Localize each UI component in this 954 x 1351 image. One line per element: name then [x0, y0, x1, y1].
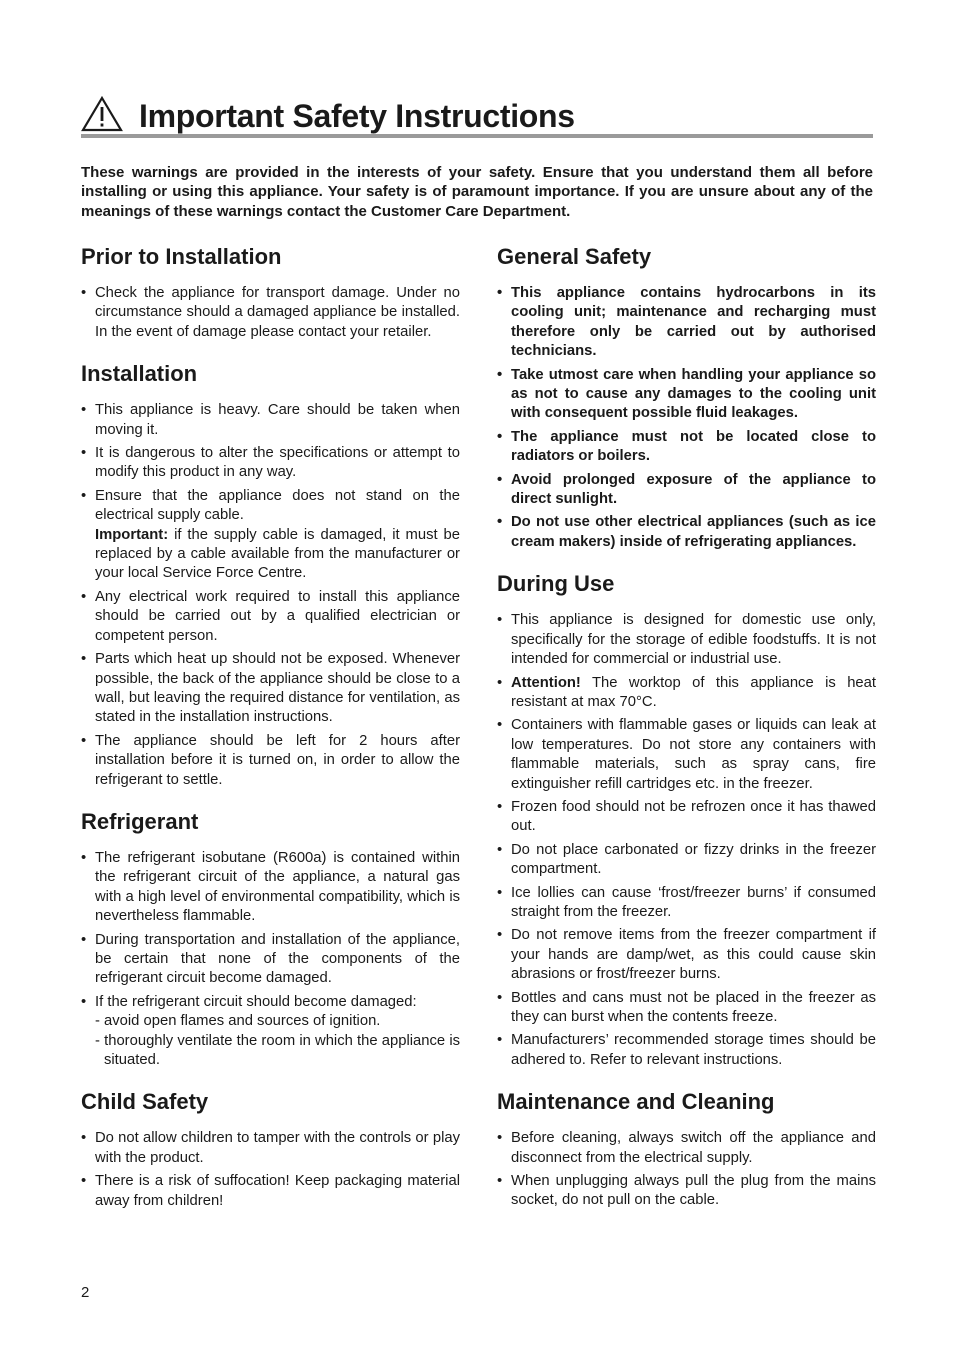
list-item: • This appliance is designed for domestic use only, specifically for the storage of edible foodstuffs. It is not intended for commercial or industrial use.	[497, 611, 876, 669]
list-item-text: Ensure that the appliance does not stand on the electrical supply cable.	[95, 487, 460, 524]
section-refrigerant	[81, 805, 460, 1070]
list-item	[81, 993, 460, 1071]
list-item: • Do not remove items from the freezer compartment if your hands are damp/wet, as this could cause skin abrasions or frost/freezer burns.	[497, 926, 876, 984]
title-rule	[81, 134, 873, 138]
list-item: • There is a risk of suffocation! Keep packaging material away from children!	[81, 1172, 460, 1211]
heading-prior-to-installation: Prior to Installation	[81, 244, 282, 269]
left-column	[81, 240, 460, 1226]
heading-installation: Installation	[81, 361, 198, 387]
list-item: • Containers with flammable gases or liquids can leak at low temperatures. Do not store any containers with flammable materials, such as spray cans, fire extinguisher refill cartridges etc. in the freezer.	[497, 716, 876, 794]
heading-refrigerant: Refrigerant	[81, 808, 199, 834]
list-item: • Avoid prolonged exposure of the appliance to direct sunlight.	[497, 471, 876, 510]
list-item: • Frozen food should not be refrozen once it has thawed out.	[497, 798, 876, 837]
list-item: • This appliance is heavy. Care should be taken when moving it.	[81, 401, 460, 440]
list-item: • The appliance must not be located close to radiators or boilers.	[497, 428, 876, 467]
list-item: • When unplugging always pull the plug from the mains socket, do not pull on the cable.	[497, 1172, 876, 1211]
list-item: • Before cleaning, always switch off the appliance and disconnect from the electrical supply.	[497, 1129, 876, 1168]
list-item: • Check the appliance for transport damage. Under no circumstance should a damaged appliance be installed. In the event of damage please contact your retailer.	[81, 284, 460, 342]
heading-maintenance-and-cleaning: Maintenance and Cleaning	[497, 1089, 775, 1115]
list-item-text: If the refrigerant circuit should become damaged:	[95, 993, 417, 1010]
list-item: • Take utmost care when handling your appliance so as not to cause any damages to the cooling unit with consequent possible fluid leakages.	[497, 366, 876, 424]
section-during-use	[497, 567, 876, 1070]
important-text: if the supply cable is damaged, it must be replaced by a cable available from the manufacturer or your local Service Force Centre.	[95, 526, 460, 582]
sub-item: - avoid open flames and sources of ignition.	[95, 1013, 381, 1030]
right-column	[497, 240, 876, 1226]
page-header	[81, 92, 873, 138]
warning-triangle-icon	[81, 96, 123, 132]
section-installation	[81, 357, 460, 790]
list-item: • Manufacturers’ recommended storage times should be adhered to. Refer to relevant instructions.	[497, 1031, 876, 1070]
sub-item: - thoroughly ventilate the room in which the appliance is situated.	[95, 1032, 460, 1068]
section-prior-to-installation	[81, 240, 460, 342]
list-item: • During transportation and installation of the appliance, be certain that none of the components of the refrigerant circuit become damaged.	[81, 931, 460, 989]
heading-child-safety: Child Safety	[81, 1089, 209, 1115]
intro-warning: These warnings are provided in the interests of your safety. Ensure that you understand them all before installing or using this appliance. Your safety is of paramount importance. If you are unsure about any of the meanings of these warnings contact the Customer Care Department.	[81, 164, 873, 220]
attention-label: Attention!	[511, 674, 581, 691]
heading-general-safety: General Safety	[497, 244, 652, 269]
section-child-safety	[81, 1085, 460, 1211]
section-maintenance-and-cleaning	[497, 1085, 876, 1211]
heading-during-use: During Use	[497, 571, 615, 597]
important-label: Important:	[95, 526, 169, 543]
list-item: • Bottles and cans must not be placed in the freezer as they can burst when the contents freeze.	[497, 989, 876, 1028]
list-item	[81, 487, 460, 584]
list-item: • It is dangerous to alter the specifications or attempt to modify this product in any way.	[81, 444, 460, 483]
list-item: • Any electrical work required to install this appliance should be carried out by a qualified electrician or competent person.	[81, 588, 460, 646]
list-item: • The appliance should be left for 2 hours after installation before it is turned on, in order to allow the refrigerant to settle.	[81, 732, 460, 790]
page-number: 2	[81, 1284, 90, 1301]
list-item: • Ice lollies can cause ‘frost/freezer burns’ if consumed straight from the freezer.	[497, 884, 876, 923]
list-item: • Parts which heat up should not be exposed. Whenever possible, the back of the appliance should be close to a wall, but leaving the required distance for ventilation, as stated in the installation instructions.	[81, 650, 460, 728]
page-title: Important Safety Instructions	[139, 98, 575, 134]
list-item: • This appliance contains hydrocarbons in its cooling unit; maintenance and recharging must therefore only be carried out by authorised technicians.	[497, 284, 876, 362]
list-item: • Do not place carbonated or fizzy drinks in the freezer compartment.	[497, 841, 876, 880]
list-item: • The refrigerant isobutane (R600a) is contained within the refrigerant circuit of the appliance, a natural gas with a high level of environmental compatibility, which is nevertheless flammable.	[81, 849, 460, 927]
list-item: • Do not use other electrical appliances (such as ice cream makers) inside of refrigerating appliances.	[497, 513, 876, 552]
list-item: • Do not allow children to tamper with the controls or play with the product.	[81, 1129, 460, 1168]
list-item	[497, 674, 876, 713]
list-item-text: The worktop of this appliance is heat resistant at max 70°C.	[511, 674, 876, 710]
section-general-safety	[497, 240, 876, 552]
